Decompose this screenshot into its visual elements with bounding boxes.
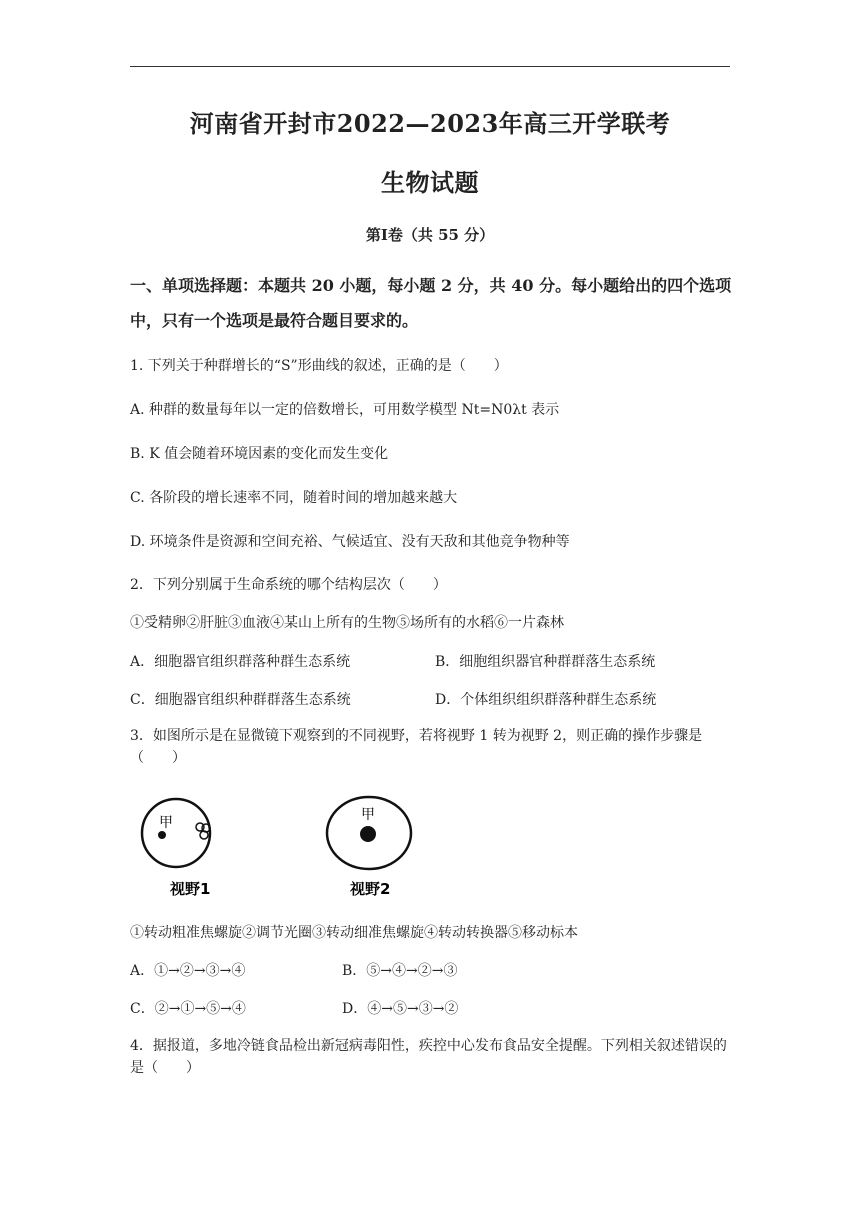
q2-option-c xyxy=(130,689,351,709)
option-text: ⑤→④→②→③ xyxy=(366,963,458,979)
q3-option-b xyxy=(342,960,458,980)
q1-stem: 1. 下列关于种群增长的“S”形曲线的叙述，正确的是（ ） xyxy=(130,358,508,374)
option-text: 各阶段的增长速率不同，随着时间的增加越来越大 xyxy=(149,490,458,506)
option-text: K 值会随着环境因素的变化而发生变化 xyxy=(149,446,389,462)
option-text: 细胞组织器官种群群落生态系统 xyxy=(459,654,656,670)
option-text: 细胞器官组织种群群落生态系统 xyxy=(154,692,351,708)
option-label: B． xyxy=(342,963,367,979)
option-text: 细胞器官组织群落种群生态系统 xyxy=(154,654,351,670)
q1-option-c xyxy=(130,487,457,507)
q3-stem: 3．如图所示是在显微镜下观察到的不同视野，若将视野 1 转为视野 2，则正确的操作步骤是（ ） xyxy=(130,728,703,766)
view1-marker: 甲 xyxy=(159,815,173,831)
header-rule xyxy=(130,66,730,67)
q1-option-d xyxy=(130,531,570,551)
q1-option-b xyxy=(130,443,388,463)
option-label: C． xyxy=(130,1001,155,1017)
option-text: ①→②→③→④ xyxy=(154,963,246,979)
option-label: D． xyxy=(435,692,461,708)
q3-steps: ①转动粗准焦螺旋②调节光圈③转动细准焦螺旋④转动转换器⑤移动标本 xyxy=(130,925,578,941)
view2-marker: 甲 xyxy=(361,807,375,823)
q2-option-d xyxy=(435,689,656,709)
option-text: ④→⑤→③→② xyxy=(367,1001,459,1017)
microscope-views-svg xyxy=(140,795,440,905)
microscope-figure xyxy=(140,795,440,909)
exam-title: 河南省开封市2022—2023年高三开学联考 xyxy=(189,109,671,138)
q1-option-a xyxy=(130,399,559,419)
q3-option-c xyxy=(130,998,246,1018)
view2-label: 视野2 xyxy=(350,880,391,898)
option-text: ②→①→⑤→④ xyxy=(154,1001,246,1017)
q2-option-a xyxy=(130,651,350,671)
q3-option-d xyxy=(342,998,458,1018)
option-label: C． xyxy=(130,692,155,708)
option-label: B. xyxy=(130,446,145,462)
option-label: C. xyxy=(130,490,145,506)
section-heading: 第Ⅰ卷（共 55 分） xyxy=(365,226,495,244)
option-text: 环境条件是资源和空间充裕、气候适宜、没有天敌和其他竞争物种等 xyxy=(149,534,570,550)
exam-subtitle: 生物试题 xyxy=(381,168,479,197)
option-label: B． xyxy=(435,654,460,670)
q2-stem: 2．下列分别属于生命系统的哪个结构层次（ ） xyxy=(130,577,447,593)
option-label: D. xyxy=(130,534,146,550)
option-label: D． xyxy=(342,1001,368,1017)
q3-option-a xyxy=(130,960,245,980)
view1-label: 视野1 xyxy=(170,880,211,898)
view2-target-dot xyxy=(360,826,376,842)
option-label: A. xyxy=(130,402,145,418)
view1-target-dot xyxy=(158,831,166,839)
option-text: 个体组织组织群落种群生态系统 xyxy=(460,692,657,708)
option-label: A． xyxy=(130,963,155,979)
option-label: A． xyxy=(130,654,155,670)
q4-stem: 4．据报道，多地冷链食品检出新冠病毒阳性，疾控中心发布食品安全提醒。下列相关叙述错误的是（ ） xyxy=(130,1038,727,1076)
instructions: 一、单项选择题：本题共 20 小题，每小题 2 分，共 40 分。每小题给出的四个选项中，只有一个选项是最符合题目要求的。 xyxy=(130,276,732,330)
q2-items: ①受精卵②肝脏③血液④某山上所有的生物⑤场所有的水稻⑥一片森林 xyxy=(130,615,564,631)
option-text: 种群的数量每年以一定的倍数增长，可用数学模型 Nt=N0λt 表示 xyxy=(149,402,560,418)
q2-option-b xyxy=(435,651,655,671)
